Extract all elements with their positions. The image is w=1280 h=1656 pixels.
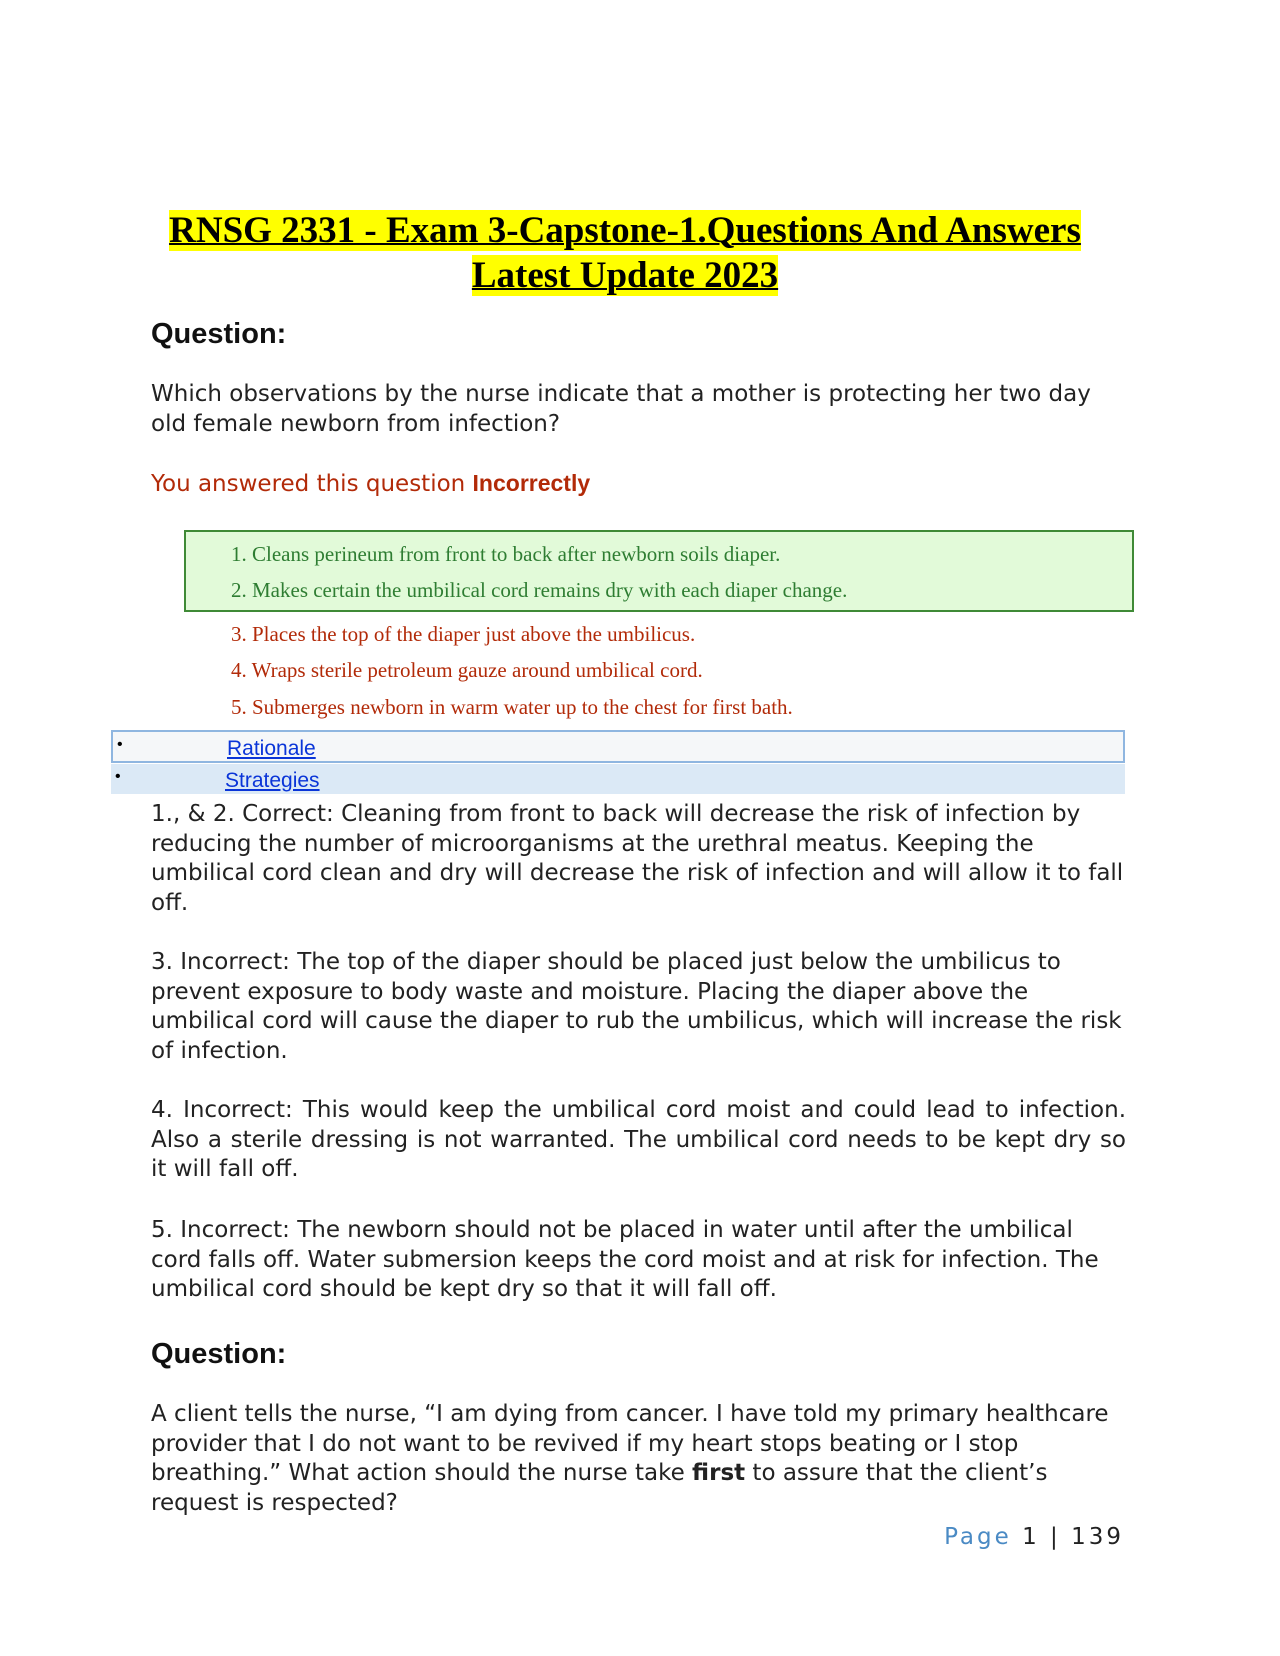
answer-result-prefix: You answered this question [151, 471, 473, 497]
page-number: 1 [1022, 1524, 1040, 1550]
option-2: 2. Makes certain the umbilical cord remains dry with each diaper change. [231, 578, 848, 602]
question-1-heading: Question: [151, 318, 287, 350]
question-1-text: Which observations by the nurse indicate that a mother is protecting her two day old female newborn from infection? [151, 381, 1091, 437]
question-2-text-bold: first [692, 1460, 746, 1486]
bullet-icon: • [117, 736, 123, 753]
strategies-row[interactable] [111, 764, 1125, 794]
question-2-text-after: to assure that the client’s request is respected? [151, 1460, 1048, 1516]
rationale-paragraph-3: 4. Incorrect: This would keep the umbilical cord moist and could lead to infection. Also a sterile dressing is not warranted. The umbilical cord needs to be kept dry so it will fall off. [151, 1097, 1126, 1182]
page-separator: | [1050, 1524, 1061, 1550]
page-label: Page [944, 1524, 1012, 1550]
rationale-row[interactable] [111, 730, 1125, 763]
title-line-2: Latest Update 2023 [471, 255, 779, 296]
title-line-1: RNSG 2331 - Exam 3-Capstone-1.Questions And Answers [169, 210, 1081, 251]
rationale-paragraph-4: 5. Incorrect: The newborn should not be placed in water until after the umbilical cord falls off. Water submersion keeps the cord moist and at risk for infection. The umbilical cord should be kept dry so that it will fall off. [151, 1217, 1099, 1302]
strategies-link[interactable]: Strategies [225, 769, 320, 792]
total-pages: 139 [1071, 1524, 1124, 1550]
bullet-icon: • [115, 768, 121, 785]
option-1: 1. Cleans perineum from front to back after newborn soils diaper. [231, 542, 781, 566]
option-5: 5. Submerges newborn in warm water up to the chest for first bath. [231, 695, 793, 719]
question-2-text-before: A client tells the nurse, “I am dying from cancer. I have told my primary healthcare provider that I do not want to be revived if my heart stops beating or I stop breathing.” What action should the nurse take [151, 1401, 1109, 1486]
option-4: 4. Wraps sterile petroleum gauze around umbilical cord. [231, 658, 703, 682]
rationale-paragraph-2: 3. Incorrect: The top of the diaper should be placed just below the umbilicus to prevent exposure to body waste and moisture. Placing the diaper above the umbilical cord will cause the diaper to rub the umbilicus, which will increase the risk of infection. [151, 949, 1122, 1064]
document-title [120, 208, 1130, 298]
question-2-text [151, 1400, 1126, 1518]
answer-result-value: Incorrectly [472, 470, 591, 496]
answer-result [151, 470, 590, 497]
page-footer [944, 1524, 1124, 1550]
rationale-link[interactable]: Rationale [227, 737, 316, 760]
option-3: 3. Places the top of the diaper just above the umbilicus. [231, 622, 696, 646]
question-2-heading: Question: [151, 1338, 287, 1370]
rationale-paragraph-1: 1., & 2. Correct: Cleaning from front to back will decrease the risk of infection by reducing the number of microorganisms at the urethral meatus. Keeping the umbilical cord clean and dry will decrease the risk of infection and will allow it to fall off. [151, 801, 1124, 916]
